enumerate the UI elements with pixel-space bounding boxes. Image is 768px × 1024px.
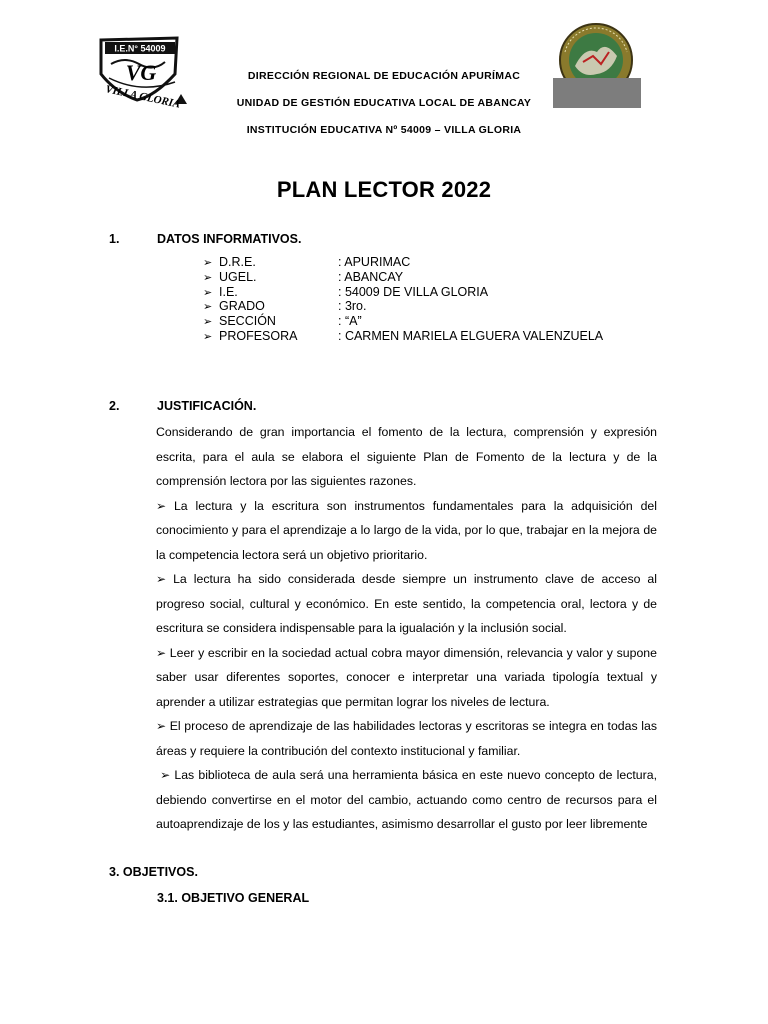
- bullet-text: El proceso de aprendizaje de las habilidades lectoras y escritoras se integra en todas las áreas y requiere la contribución del contexto institucional y familiar.: [156, 719, 657, 758]
- arrow-bullet-icon: ➢: [156, 645, 167, 660]
- info-row: [203, 285, 489, 300]
- info-label: PROFESORA: [219, 329, 298, 343]
- bullet-text: Leer y escribir en la sociedad actual cobra mayor dimensión, relevancia y valor y supone saber usar diferentes soportes, conocer e interpretar una variada tipología textual y aprender a utilizar estrategias que permitan lograr los niveles de lectura.: [156, 645, 657, 709]
- logo-monogram: VG: [125, 60, 157, 85]
- arrow-bullet-icon: ➢: [160, 768, 171, 782]
- ugel-emblem: [553, 22, 641, 108]
- arrow-bullet-icon: ➢: [203, 287, 213, 299]
- header-ugel: UNIDAD DE GESTIÓN EDUCATIVA LOCAL DE ABANCAY: [236, 97, 532, 109]
- section2-title: JUSTIFICACIÓN.: [157, 399, 257, 413]
- info-label: I.E.: [219, 285, 238, 299]
- info-label: UGEL.: [219, 270, 257, 284]
- document-title: PLAN LECTOR 2022: [276, 177, 492, 202]
- logo-top-text: I.E.N° 54009: [114, 43, 166, 54]
- section1-title: DATOS INFORMATIVOS.: [157, 232, 302, 246]
- bullet-text: La lectura y la escritura son instrumentos fundamentales para la adquisición del conocimiento y para el aprendizaje a lo largo de la vida, por lo que, trabajar en la mejora de la competencia lectora será un objetivo prioritario.: [156, 498, 657, 562]
- bullet-text: La lectura ha sido considerada desde siempre un instrumento clave de acceso al progreso social, cultural y económico. En este sentido, la competencia oral, lectora y de escritura se considera indispensable para la igualación y la inclusión social.: [156, 572, 658, 635]
- section3-subtitle: 3.1. OBJETIVO GENERAL: [157, 891, 310, 905]
- arrow-bullet-icon: ➢: [203, 301, 213, 313]
- info-value: : “A”: [338, 314, 362, 328]
- info-row: [203, 270, 404, 285]
- justification-bullet: [156, 567, 657, 641]
- logo-bottom-text: VILLA GLORIA: [104, 83, 182, 110]
- justification-bullet: [156, 494, 657, 568]
- info-value: : APURIMAC: [338, 255, 411, 269]
- info-value: : 54009 DE VILLA GLORIA: [338, 285, 489, 299]
- info-row: [203, 255, 411, 270]
- justification-bullet: [156, 641, 657, 715]
- section1-number: 1.: [109, 232, 120, 246]
- justification-body: [156, 420, 657, 837]
- info-label: D.R.E.: [219, 255, 256, 269]
- info-value: : CARMEN MARIELA ELGUERA VALENZUELA: [338, 329, 604, 343]
- section2-number: 2.: [109, 399, 120, 413]
- arrow-bullet-icon: ➢: [156, 572, 167, 586]
- header-regional-direction: DIRECCIÓN REGIONAL DE EDUCACIÓN APURÍMAC: [247, 70, 521, 82]
- info-row: [203, 329, 604, 344]
- info-row: [203, 314, 362, 329]
- justification-bullet: [156, 714, 657, 763]
- arrow-bullet-icon: ➢: [203, 316, 213, 328]
- arrow-bullet-icon: ➢: [203, 272, 213, 284]
- info-value: : 3ro.: [338, 299, 367, 313]
- arrow-bullet-icon: ➢: [156, 498, 167, 513]
- info-row: [203, 299, 367, 314]
- arrow-bullet-icon: ➢: [203, 331, 213, 343]
- justification-intro: Considerando de gran importancia el fomento de la lectura, comprensión y expresión escrita, para el aula se elabora el siguiente Plan de Fomento de la lectura y de la comprensión lectora por las siguientes razones.: [156, 425, 657, 488]
- header-institution: INSTITUCIÓN EDUCATIVA Nº 54009 – VILLA GLORIA: [246, 124, 522, 136]
- section3-title: 3. OBJETIVOS.: [109, 865, 198, 879]
- bullet-text: Las biblioteca de aula será una herramienta básica en este nuevo concepto de lectura, debiendo convertirse en el motor del cambio, actuando como centro de recursos para el autoaprendizaje de los y las estudiantes, asimismo desarrollar el gusto por leer libremente: [156, 768, 657, 831]
- arrow-bullet-icon: ➢: [156, 719, 167, 733]
- justification-bullet: [156, 763, 657, 837]
- info-label: GRADO: [219, 299, 265, 313]
- info-label: SECCIÓN: [219, 314, 276, 328]
- arrow-bullet-icon: ➢: [203, 257, 213, 269]
- info-value: : ABANCAY: [338, 270, 404, 284]
